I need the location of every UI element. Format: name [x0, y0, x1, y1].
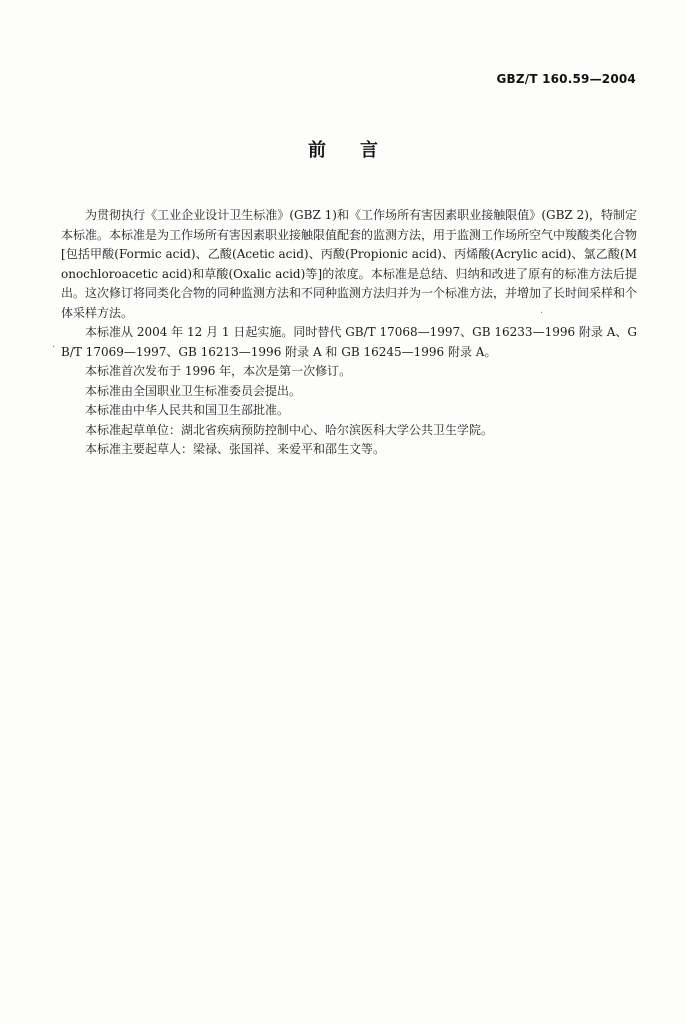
paragraph-first-release: 本标准首次发布于 1996 年，本次是第一次修订。 [85, 364, 352, 378]
scan-speck: · [540, 308, 544, 319]
standard-code: GBZ/T 160.59—2004 [496, 72, 636, 86]
scan-speck: · [52, 342, 56, 353]
page-title: 前言 [308, 140, 412, 161]
paragraph-approver: 本标准由中华人民共和国卫生部批准。 [85, 403, 290, 417]
paragraph-proposer: 本标准由全国职业卫生标准委员会提出。 [85, 383, 302, 398]
paragraph-drafters: 本标准主要起草人：梁禄、张国祥、来爱平和邵生文等。 [85, 442, 386, 456]
paragraph-effective-date: 本标准从 2004 年 12 月 1 日起实施。同时替代 GB/T 17068—1997、GB 16233—1996 附录 A、GB/T 17069—1997、GB 16213—1996 附录 A 和 GB 16245—1996 附录 A。 [61, 325, 637, 359]
paragraph-purpose: 为贯彻执行《工业企业设计卫生标准》(GBZ 1)和《工作场所有害因素职业接触限值》(GBZ 2)，特制定本标准。本标准是为工作场所有害因素职业接触限值配套的监测方法，用于监测工作场所空气中羧酸类化合物[包括甲酸(Formic acid)、乙酸(Acetic acid)、丙酸(Propionic acid)、丙烯酸(Acrylic acid)、氯乙酸(Monochloroacetic acid)和草酸(Oxalic acid)等]的浓度。本标准是总结、归纳和改进了原有的标准方法后提出。这次修订将同类化合物的同种监测方法和不同种监测方法归并为一个标准方法，并增加了长时间采样和个体采样方法。 [61, 208, 638, 320]
preface-body [61, 206, 637, 460]
paragraph-drafting-units: 本标准起草单位：湖北省疾病预防控制中心、哈尔滨医科大学公共卫生学院。 [85, 422, 494, 437]
